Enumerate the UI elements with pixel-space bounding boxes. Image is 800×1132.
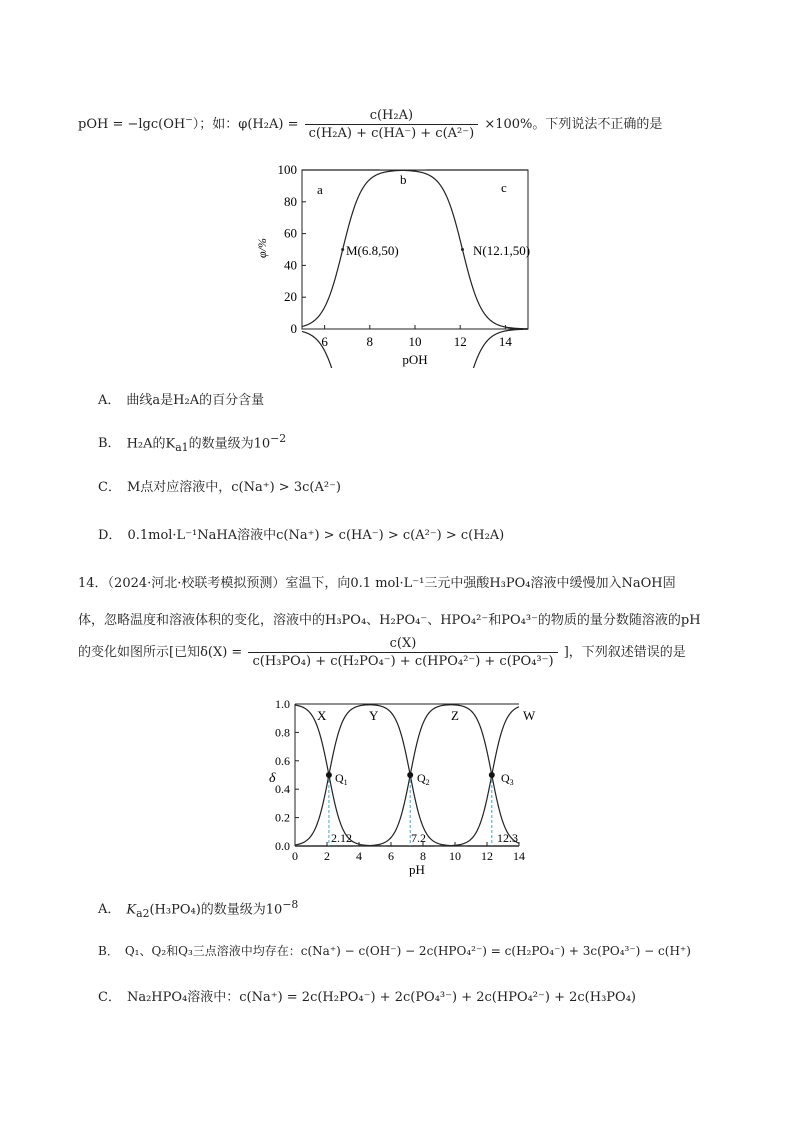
chart2-pka1-label: 2.12 [331,831,352,845]
q14-option-a: A． $K_{a2}(H_3PO_4)$的数量级为$10^{-8}$ [98,898,299,920]
q13-fraction [305,108,479,141]
chart2-ytick-label: 0.6 [275,753,290,768]
chart2-q3-label: $Q_3$ [501,771,514,787]
chart2-curve-x-label: X [317,708,327,723]
chart1-point-n-label: N(12.1,50) [473,243,531,258]
chart2-q2-label: $Q_2$ [417,771,430,787]
chart1-point-m-label: M(6.8,50) [346,243,399,258]
q13-frac-num: c(H₂A) [305,108,479,125]
chart2-xtick-label: 2 [324,849,330,863]
q14-line1: 14．（2024·河北·校联考模拟预测）室温下，向0.1 mol·L⁻¹三元中强酸H₃PO₄溶液中缓慢加入NaOH固 [78,576,676,591]
chart2-pka2-label: 7.2 [411,831,426,845]
chart1-point-m [341,248,344,251]
chart2-point-q3 [489,772,495,778]
q14-line3: 的变化如图所示[已知δ(X) = $\frac{c(X)}{\text{c(H₃PO₄) + c(H₂PO₄⁻) + c(HPO₄²⁻) + c(PO₄³⁻)}}$ ]，下列叙述错误的是 [78,636,686,669]
chart1-xlabel: pOH [402,352,428,367]
chart2-point-q2 [407,772,413,778]
q13-intro-tail: ×100%。下列说法不正确的是 [484,117,663,132]
chart1-ytick-label: 100 [277,162,297,177]
q14-option-c: C． Na₂HPO₄溶液中：c(Na⁺) = 2c(H₂PO₄⁻) + 2c(PO₄³⁻) + 2c(HPO₄²⁻) + 2c(H₃PO₄) [98,990,636,1005]
chart2-q1-label: $Q_1$ [335,771,348,787]
chart1-curve-b-label: b [400,172,407,187]
chart1-xtick-label: 10 [408,334,422,349]
q13-intro-colon: ）；如：φ(H₂A) = [192,117,299,132]
chart2-curve-z-label: Z [451,708,459,723]
q14-option-b: B． Q₁、Q₂和Q₃三点溶液中均存在：c(Na⁺) − c(OH⁻) − 2c(HPO₄²⁻) = c(H₂PO₄⁻) + 3c(PO₄³⁻) − c(H⁺) [98,944,691,958]
chart2-xtick-label: 4 [356,849,362,863]
chart2-xtick-label: 0 [292,849,298,863]
chart1-curve-c-label: c [501,180,507,195]
q14-fraction: $\frac{c(X)}{\text{c(H₃PO₄) + c(H₂PO₄⁻) + c(HPO₄²⁻) + c(PO₄³⁻)}}$ [248,636,557,669]
q13-frac-den: c(H₂A) + c(HA⁻) + c(A²⁻) [308,126,475,141]
chart1-point-n [461,248,464,251]
chart2-ph-distribution [255,690,555,880]
chart2-ytick-label: 0.0 [275,839,290,853]
q14-line2: 体，忽略温度和溶液体积的变化，溶液中的H₃PO₄、H₂PO₄⁻、HPO₄²⁻和PO₄³⁻的物质的量分数随溶液的pH [78,613,701,628]
chart2-ytick-label: 0.8 [275,725,290,740]
chart2-xtick-label: 14 [513,849,525,863]
chart2-ytick-label: 0.2 [275,810,290,825]
chart2-ylabel: δ [269,771,276,786]
q13-option-d: D． 0.1mol·L⁻¹NaHA溶液中c(Na⁺) > c(HA⁻) > c(A²⁻) > c(H₂A) [98,528,505,543]
chart1-xtick-label: 14 [498,334,512,349]
chart1-poh-distribution [240,158,560,368]
chart2-xtick-label: 6 [388,849,394,863]
chart1-curve-a-label: a [317,182,323,197]
chart1-xtick-label: 6 [321,334,328,349]
chart1-xtick-label: 8 [366,334,374,349]
chart2-xtick-label: 12 [481,849,493,863]
chart2-xtick-label: 10 [449,849,461,863]
q13-option-a: A． 曲线a是H₂A的百分含量 [98,393,265,408]
q13-intro: pOH = −lgc(OH−）；如：φ(H₂A) = $\frac{\text{c(H₂A)}}{\text{c(H₂A) + c(HA⁻) + c(A²⁻)}}$ ×100%。下列说法不正确的是 [78,108,663,141]
chart2-xlabel: pH [409,862,425,877]
chart2-ytick-label: 1.0 [275,697,290,711]
chart1-ytick-label: 60 [284,225,297,241]
chart1-xtick-label: 12 [453,334,467,349]
q13-intro-poh: pOH = −lgc(OH [78,117,186,132]
chart1-ytick-label: 40 [284,257,297,273]
chart2-curve-w-label: W [523,708,536,723]
chart2-point-q1 [326,772,332,778]
chart1-ytick-label: 80 [284,193,297,209]
chart1-ylabel: φ/% [255,238,269,258]
chart2-curve-y-label: Y [369,708,379,723]
chart2-pka3-label: 12.3 [497,831,518,845]
chart1-ytick-label: 0 [290,321,297,336]
chart2-ytick-label: 0.4 [275,782,290,797]
chart1-ytick-label: 20 [284,289,297,305]
chart2-xtick-label: 8 [420,849,426,863]
q13-option-c: C． M点对应溶液中，c(Na⁺) > 3c(A²⁻) [98,480,341,495]
q13-option-b: B． H₂A的$K_{a1}$的数量级为$10^{-2}$ [98,432,287,454]
